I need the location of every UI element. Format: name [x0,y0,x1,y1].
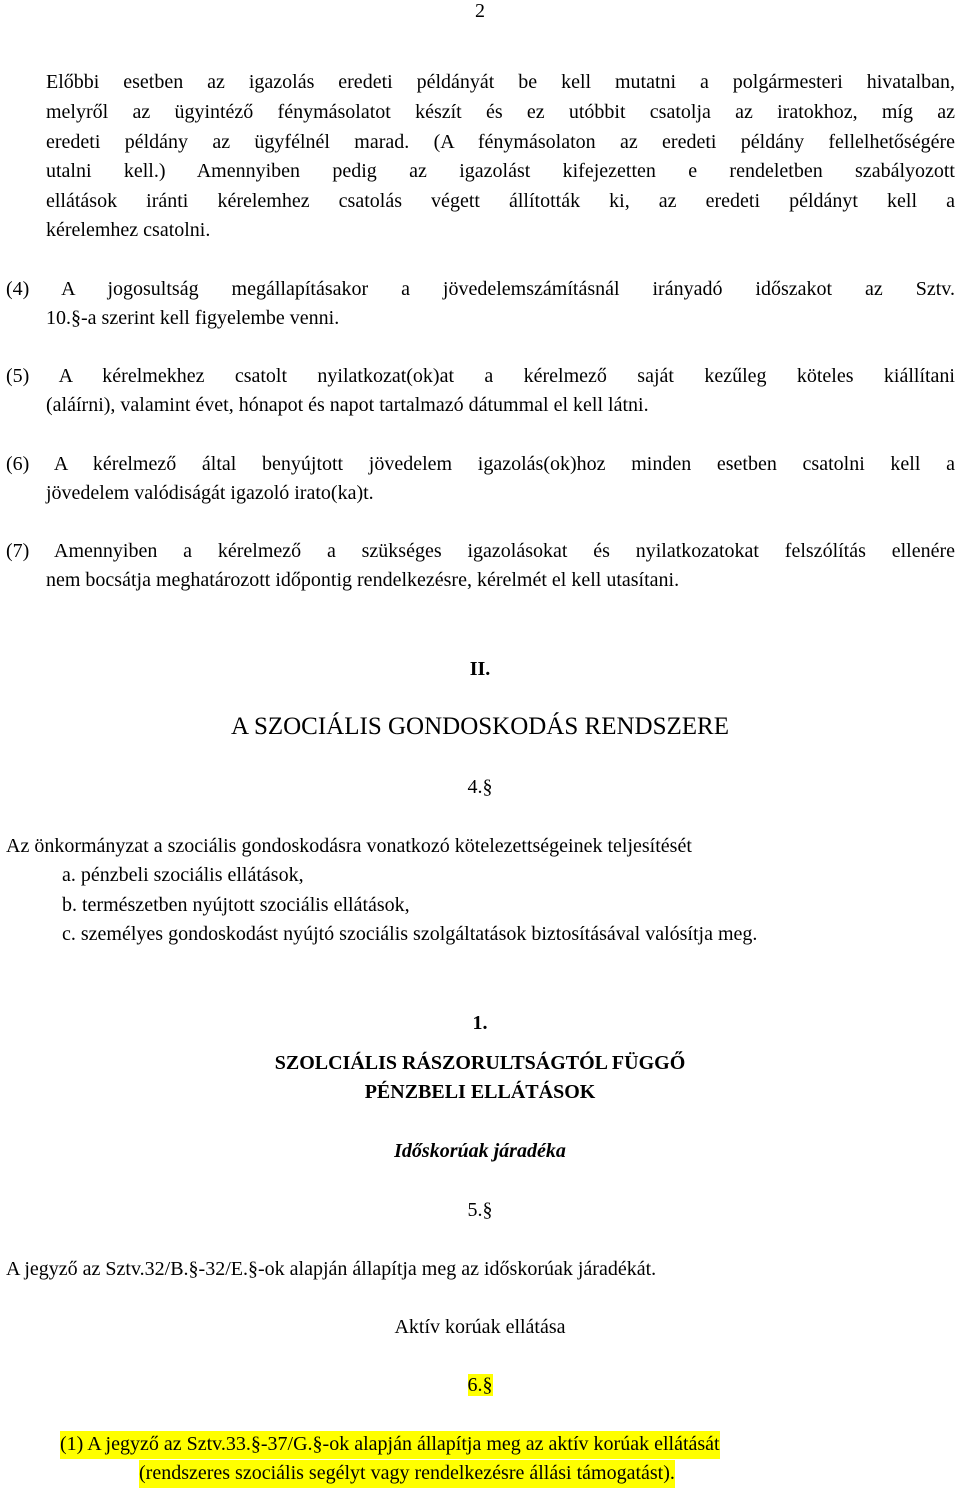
paragraph-line: jövedelem valódiságát igazoló irato(ka)t. [46,482,374,504]
intro-line: eredeti példány az ügyfélnél marad. (A fénymásolaton az eredeti példány fellelhetőségére [46,131,955,153]
paragraph-line: (4) A jogosultság megállapításakor a jövedelemszámításnál irányadó időszakot az Sztv. [6,278,955,300]
section-4-item-c: c. személyes gondoskodást nyújtó szociális szolgáltatások biztosításával valósítja meg. [62,923,758,945]
intro-line: kérelemhez csatolni. [46,219,211,241]
intro-line: ellátások iránti kérelemhez csatolás végett állították ki, az eredeti példányt kell a [46,190,955,212]
paragraph-line: (7) Amennyiben a kérelmező a szükséges igazolásokat és nyilatkozatokat felszólítás ellenére [6,540,955,562]
section-6-para1-line1: (1) A jegyző az Sztv.33.§-37/G.§-ok alapján állapítja meg az aktív korúak ellátását [60,1431,720,1459]
section-4-item-b: b. természetben nyújtott szociális ellátások, [62,894,410,916]
chapter-title: A SZOCIÁLIS GONDOSKODÁS RENDSZERE [231,713,729,740]
part-title-line2: PÉNZBELI ELLÁTÁSOK [364,1081,596,1103]
part-subtitle: Időskorúak járadéka [394,1140,566,1162]
chapter-number: II. [469,658,491,680]
paragraph-line: (6) A kérelmező által benyújtott jövedelem igazolás(ok)hoz minden esetben csatolni kell a [6,453,955,475]
intro-line: utalni kell.) Amennyiben pedig az igazolást kifejezetten e rendeletben szabályozott [46,160,955,182]
section-4-item-a: a. pénzbeli szociális ellátások, [62,864,304,886]
intro-line: melyről az ügyintéző fénymásolatot készít és ez utóbbit csatolja az iratokhoz, míg az [46,101,955,123]
section-6-heading-wrap [0,1372,960,1400]
intro-line: Előbbi esetben az igazolás eredeti példányát be kell mutatni a polgármesteri hivatalban, [46,71,955,93]
page-number: 2 [475,0,485,22]
aktiv-title: Aktív korúak ellátása [394,1316,566,1338]
section-5-text: A jegyző az Sztv.32/B.§-32/E.§-ok alapján állapítja meg az időskorúak járadékát. [6,1258,657,1280]
part-number: 1. [472,1012,488,1034]
section-6-heading: 6.§ [467,1374,493,1396]
paragraph-line: 10.§-a szerint kell figyelembe venni. [46,307,340,329]
paragraph-line: nem bocsátja meghatározott időpontig rendelkezésre, kérelmét el kell utasítani. [46,569,680,591]
part-title-line1: SZOLCIÁLIS RÁSZORULTSÁGTÓL FÜGGŐ [274,1052,686,1074]
section-6-para1-line2: (rendszeres szociális segélyt vagy rendelkezésre állási támogatást). [139,1460,675,1488]
section-5-heading: 5.§ [467,1199,493,1221]
section-4-heading: 4.§ [467,776,493,798]
paragraph-line: (5) A kérelmekhez csatolt nyilatkozat(ok)at a kérelmező saját kezűleg köteles kiállítani [6,365,955,387]
section-4-intro: Az önkormányzat a szociális gondoskodásra vonatkozó kötelezettségeinek teljesítését [6,835,692,857]
paragraph-line: (aláírni), valamint évet, hónapot és napot tartalmazó dátummal el kell látni. [46,394,649,416]
